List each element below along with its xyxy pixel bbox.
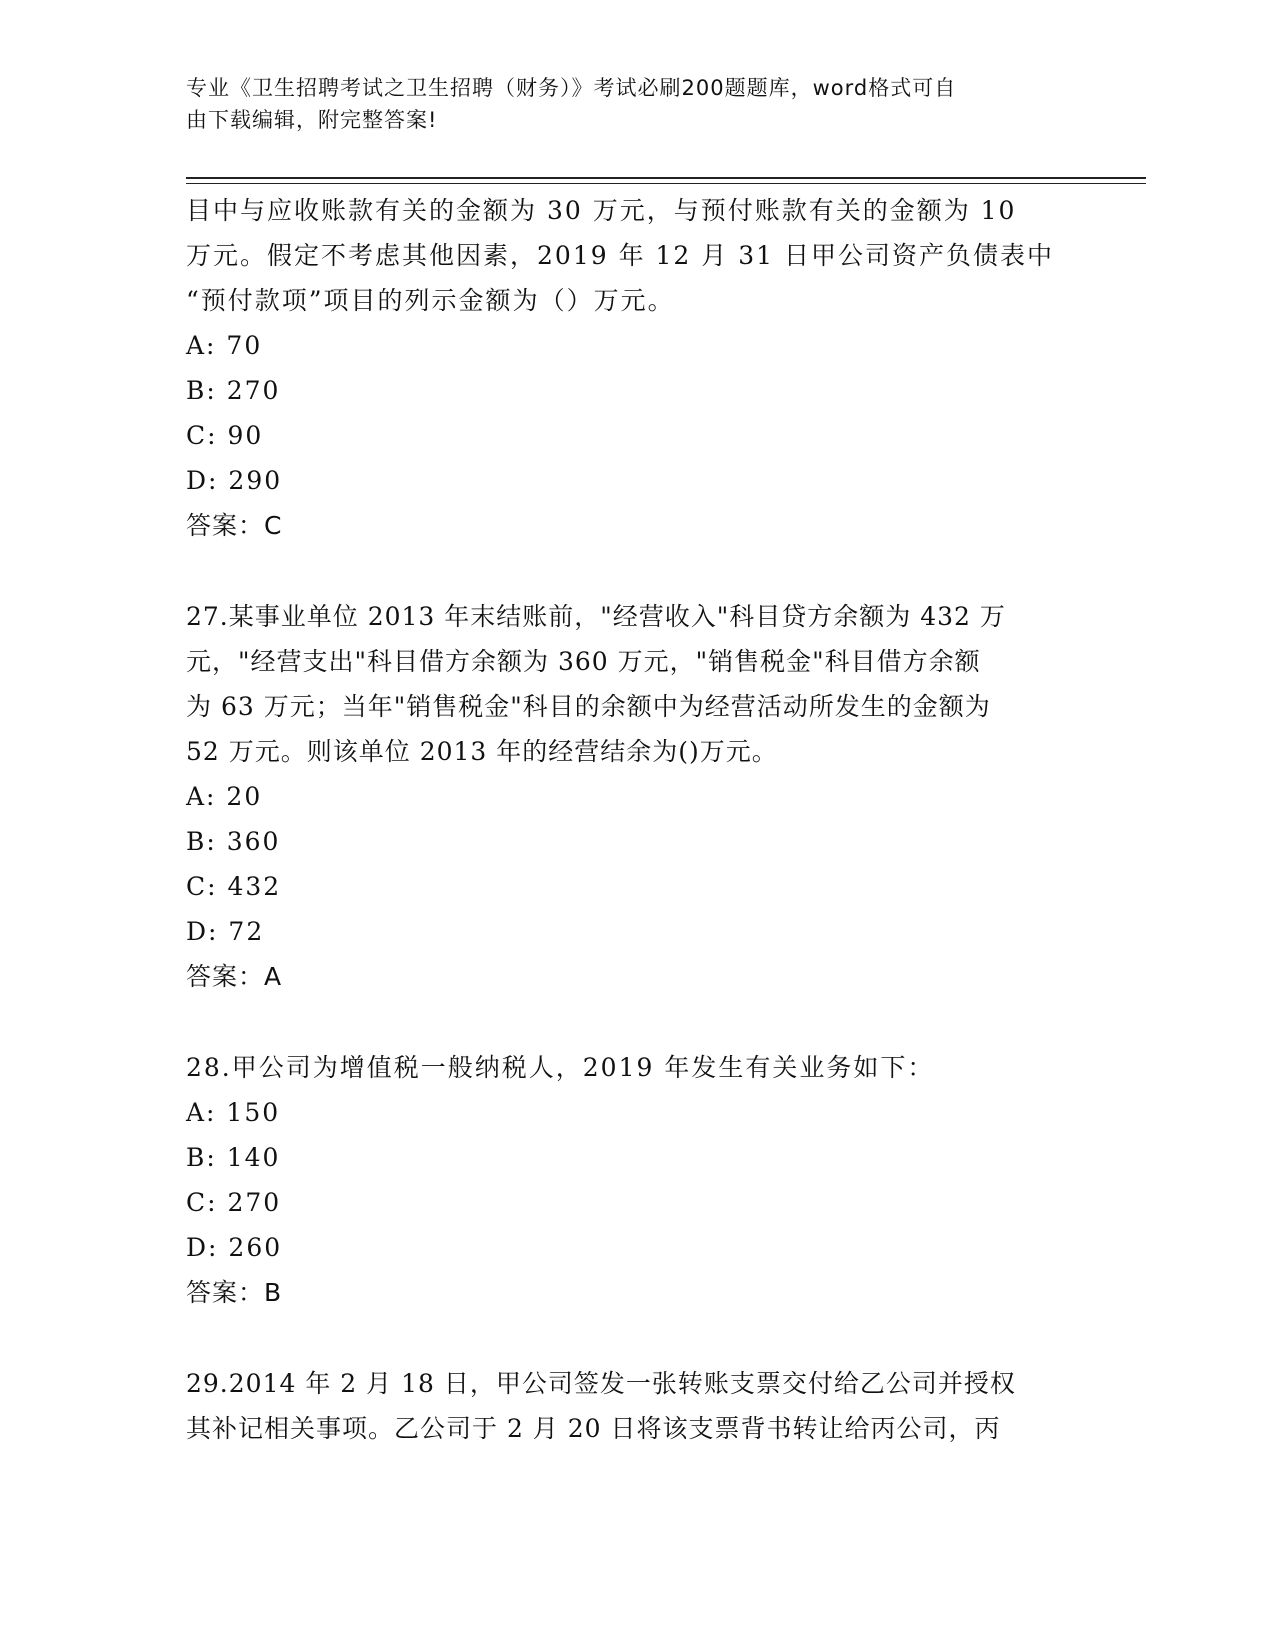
option-a: A: 150 [186,1098,281,1127]
option-b: B: 270 [186,376,281,405]
question-spacer [186,999,1086,1045]
option-c: C: 270 [186,1188,282,1217]
answer-line: 答案：B [186,1278,283,1307]
option-d: D: 260 [186,1233,283,1262]
question-text-line: 其补记相关事项。乙公司于 2 月 20 日将该支票背书转让给丙公司，丙 [186,1414,1001,1443]
question-spacer [186,1315,1086,1361]
option-d: D: 72 [186,917,265,946]
header-divider-thin [186,183,1146,184]
question-text-line: 万元。假定不考虑其他因素，2019 年 12 月 31 日甲公司资产负债表中 [186,241,1054,270]
question-text-line: 28.甲公司为增值税一般纳税人，2019 年发生有关业务如下： [186,1053,935,1082]
option-b: B: 360 [186,827,281,856]
header-divider-thick [186,177,1146,179]
question-28 [186,1045,1086,1315]
question-text-line: “预付款项”项目的列示金额为（）万元。 [186,286,675,315]
question-content [186,188,1086,1451]
option-c: C: 432 [186,872,282,901]
answer-line: 答案：A [186,962,283,991]
option-c: C: 90 [186,421,264,450]
question-27 [186,594,1086,999]
question-text-line: 为 63 万元；当年"销售税金"科目的余额中为经营活动所发生的金额为 [186,692,991,721]
question-text-line: 27.某事业单位 2013 年末结账前，"经营收入"科目贷方余额为 432 万 [186,602,1006,631]
header-line-2: 由下载编辑，附完整答案! [186,108,438,132]
header-line-1: 专业《卫生招聘考试之卫生招聘（财务）》考试必刷200题题库，word格式可自 [186,76,957,100]
question-text-line: 目中与应收账款有关的金额为 30 万元，与预付账款有关的金额为 10 [186,196,1017,225]
page-header [186,72,1066,136]
option-d: D: 290 [186,466,283,495]
question-text-line: 29.2014 年 2 月 18 日，甲公司签发一张转账支票交付给乙公司并授权 [186,1369,1016,1398]
answer-line: 答案：C [186,511,283,540]
question-spacer [186,548,1086,594]
question-26 [186,188,1086,548]
option-b: B: 140 [186,1143,281,1172]
option-a: A: 20 [186,782,263,811]
question-text-line: 元，"经营支出"科目借方余额为 360 万元，"销售税金"科目借方余额 [186,647,981,676]
option-a: A: 70 [186,331,263,360]
question-29 [186,1361,1086,1451]
question-text-line: 52 万元。则该单位 2013 年的经营结余为()万元。 [186,737,778,766]
